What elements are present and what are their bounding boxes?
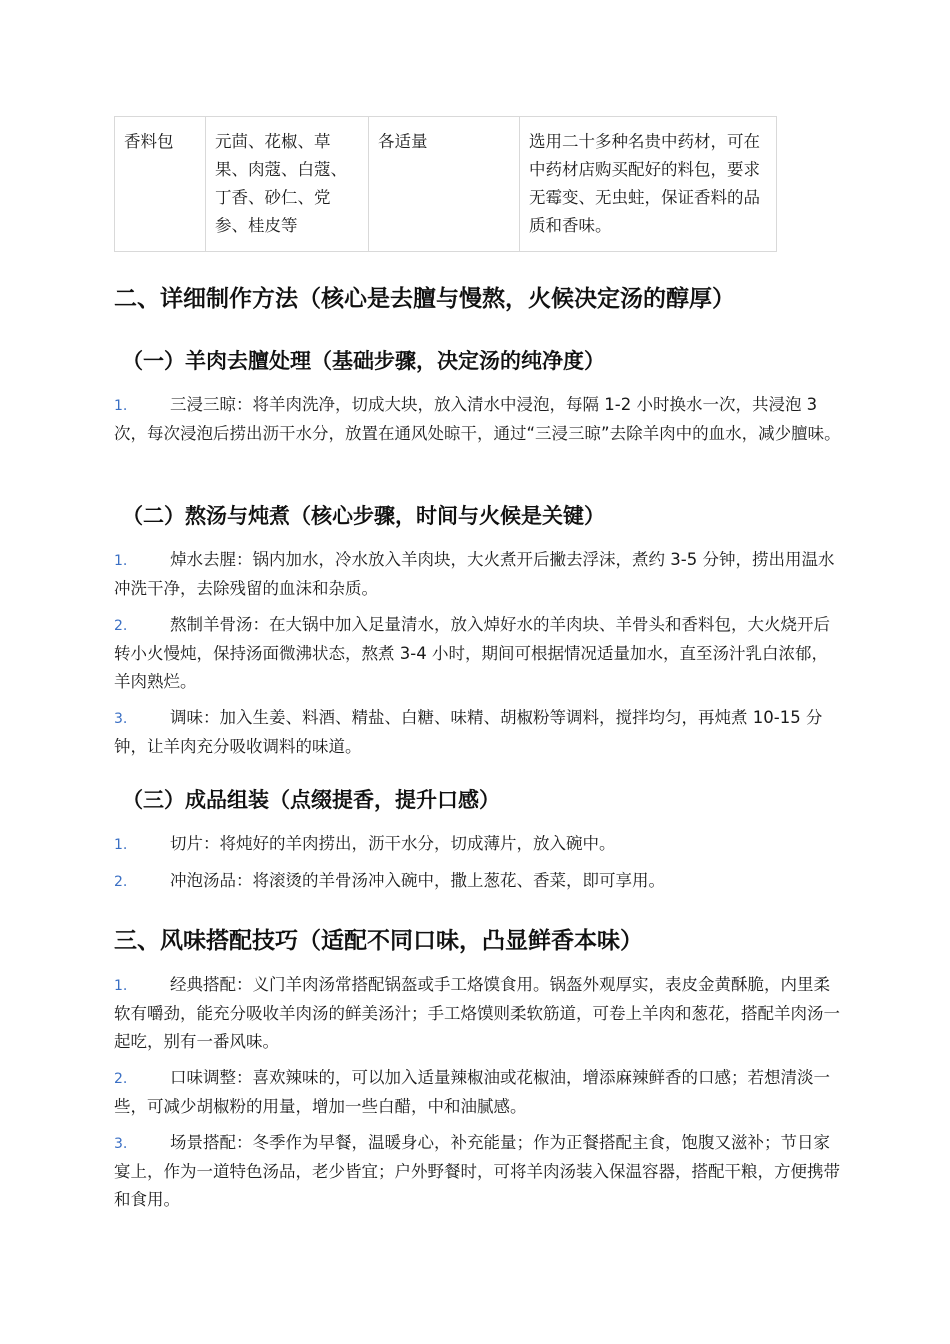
list-text: 焯水去腥：锅内加水，冷水放入羊肉块，大火煮开后撇去浮沫，煮约 3-5 分钟，捞出用温水冲洗干净，去除残留的血沫和杂质。 bbox=[114, 550, 835, 598]
subsection-2-title: （二）熬汤与炖煮（核心步骤，时间与火候是关键） bbox=[122, 504, 605, 528]
table-cell-ingredients: 元茴、花椒、草果、肉蔻、白蔻、丁香、砂仁、党参、桂皮等 bbox=[206, 117, 369, 252]
list-item bbox=[114, 704, 844, 761]
subsection-3-title: （三）成品组装（点缀提香，提升口感） bbox=[122, 788, 500, 812]
list-number: 3. bbox=[114, 1136, 128, 1152]
list-text: 口味调整：喜欢辣味的，可以加入适量辣椒油或花椒油，增添麻辣鲜香的口感；若想清淡一些，可减少胡椒粉的用量，增加一些白醋，中和油腻感。 bbox=[114, 1068, 830, 1116]
list-item bbox=[114, 1064, 844, 1121]
list-text: 调味：加入生姜、料酒、精盐、白糖、味精、胡椒粉等调料，搅拌均匀，再炖煮 10-15 分钟，让羊肉充分吸收调料的味道。 bbox=[114, 708, 823, 756]
list-item bbox=[114, 971, 844, 1056]
section-2-title: 二、详细制作方法（核心是去膻与慢熬，火候决定汤的醇厚） bbox=[114, 286, 735, 312]
subsection-1-title: （一）羊肉去膻处理（基础步骤，决定汤的纯净度） bbox=[122, 349, 605, 373]
list-text: 经典搭配：义门羊肉汤常搭配锅盔或手工烙馍食用。锅盔外观厚实，表皮金黄酥脆，内里柔软有嚼劲，能充分吸收羊肉汤的鲜美汤汁；手工烙馍则柔软筋道，可卷上羊肉和葱花，搭配羊肉汤一起吃，别有一番风味。 bbox=[114, 975, 840, 1051]
list-text: 熬制羊骨汤：在大锅中加入足量清水，放入焯好水的羊肉块、羊骨头和香料包，大火烧开后转小火慢炖，保持汤面微沸状态，熬煮 3-4 小时，期间可根据情况适量加水，直至汤汁乳白浓郁，羊肉熟烂。 bbox=[114, 615, 830, 691]
list-number: 1. bbox=[114, 553, 128, 569]
list-text: 三浸三晾：将羊肉洗净，切成大块，放入清水中浸泡，每隔 1-2 小时换水一次，共浸泡 3 次，每次浸泡后捞出沥干水分，放置在通风处晾干，通过“三浸三晾”去除羊肉中的血水，减少膻味。 bbox=[114, 395, 841, 443]
list-item bbox=[114, 867, 844, 896]
list-item bbox=[114, 611, 844, 696]
list-item bbox=[114, 546, 844, 603]
list-number: 1. bbox=[114, 978, 128, 994]
section-3-title: 三、风味搭配技巧（适配不同口味，凸显鲜香本味） bbox=[114, 928, 643, 954]
list-number: 1. bbox=[114, 837, 128, 853]
list-number: 1. bbox=[114, 398, 128, 414]
table-cell-note: 选用二十多种名贵中药材，可在中药材店购买配好的料包，要求无霉变、无虫蛀，保证香料的品质和香味。 bbox=[520, 117, 777, 252]
list-number: 2. bbox=[114, 618, 128, 634]
list-number: 2. bbox=[114, 874, 128, 890]
list-item bbox=[114, 830, 844, 859]
list-number: 3. bbox=[114, 711, 128, 727]
list-text: 切片：将炖好的羊肉捞出，沥干水分，切成薄片，放入碗中。 bbox=[170, 834, 616, 853]
list-item bbox=[114, 1129, 844, 1214]
table-cell-name: 香料包 bbox=[115, 117, 206, 252]
list-item bbox=[114, 391, 844, 448]
list-text: 冲泡汤品：将滚烫的羊骨汤冲入碗中，撒上葱花、香菜，即可享用。 bbox=[170, 871, 665, 890]
list-number: 2. bbox=[114, 1071, 128, 1087]
table-cell-amount: 各适量 bbox=[369, 117, 520, 252]
table-row bbox=[115, 117, 777, 252]
list-text: 场景搭配：冬季作为早餐，温暖身心，补充能量；作为正餐搭配主食，饱腹又滋补；节日家宴上，作为一道特色汤品，老少皆宜；户外野餐时，可将羊肉汤装入保温容器，搭配干粮，方便携带和食用。 bbox=[114, 1133, 840, 1209]
ingredient-table bbox=[114, 116, 777, 252]
